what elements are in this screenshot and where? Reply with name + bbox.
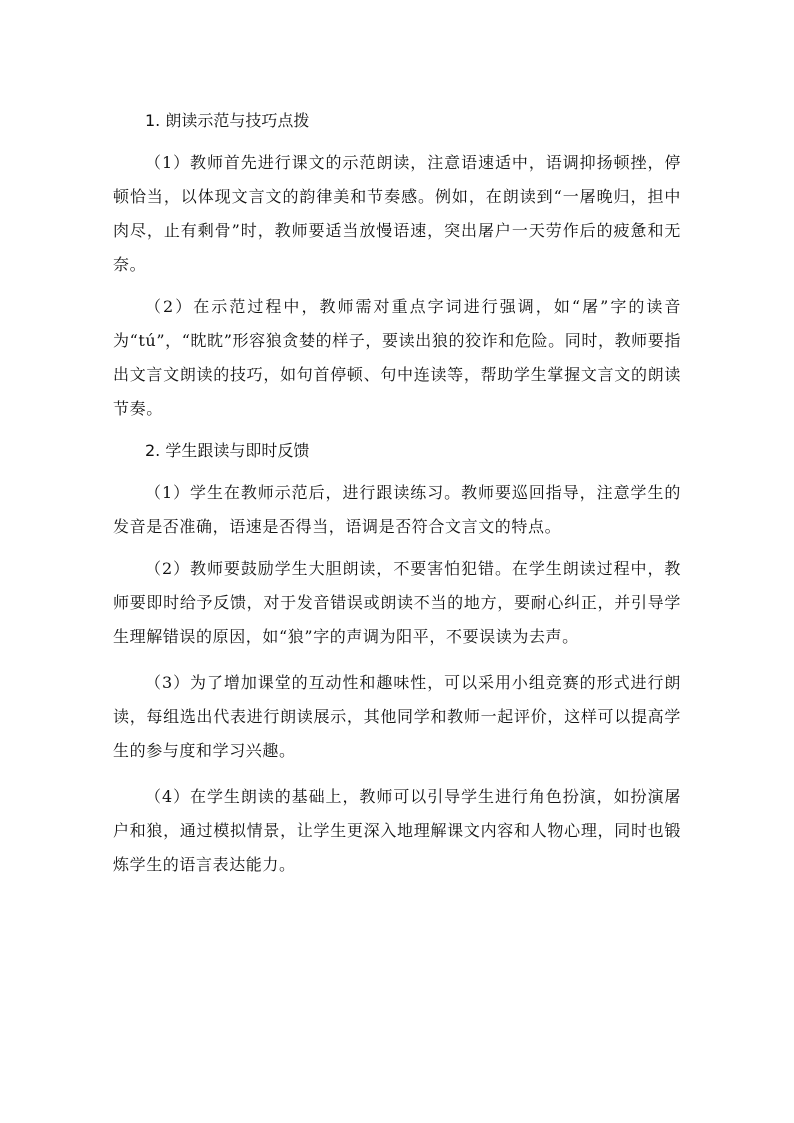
section-heading-1: 1. 朗读示范与技巧点拨 [145,111,310,130]
section-heading-2: 2. 学生跟读与即时反馈 [145,441,310,460]
document-body [113,104,681,882]
paragraph-2-1: （1）学生在教师示范后，进行跟读练习。教师要巡回指导，注意学生的发音是否准确，语速是否得当，语调是否符合文言文的特点。 [113,483,681,536]
paragraph-2-2: （2）教师要鼓励学生大胆朗读，不要害怕犯错。在学生朗读过程中，教师要即时给予反馈，对于发音错误或朗读不当的地方，要耐心纠正，并引导学生理解错误的原因，如“狼”字的声调为阳平，不要误读为去声。 [113,559,681,646]
paragraph-2-4: （4）在学生朗读的基础上，教师可以引导学生进行角色扮演，如扮演屠户和狼，通过模拟情景，让学生更深入地理解课文内容和人物心理，同时也锻炼学生的语言表达能力。 [113,787,681,874]
paragraph-1-2: （2）在示范过程中，教师需对重点字词进行强调，如“屠”字的读音为“tú”，“眈眈”形容狼贪婪的样子，要读出狼的狡诈和危险。同时，教师要指出文言文朗读的技巧，如句首停顿、句中连读等，帮助学生掌握文言文的朗读节奏。 [113,297,681,418]
paragraph-1-1: （1）教师首先进行课文的示范朗读，注意语速适中，语调抑扬顿挫，停顿恰当，以体现文言文的韵律美和节奏感。例如，在朗读到“一屠晚归，担中肉尽，止有剩骨”时，教师要适当放慢语速，突出屠户一天劳作后的疲惫和无奈。 [113,153,681,274]
paragraph-2-3: （3）为了增加课堂的互动性和趣味性，可以采用小组竞赛的形式进行朗读，每组选出代表进行朗读展示，其他同学和教师一起评价，这样可以提高学生的参与度和学习兴趣。 [113,673,681,760]
